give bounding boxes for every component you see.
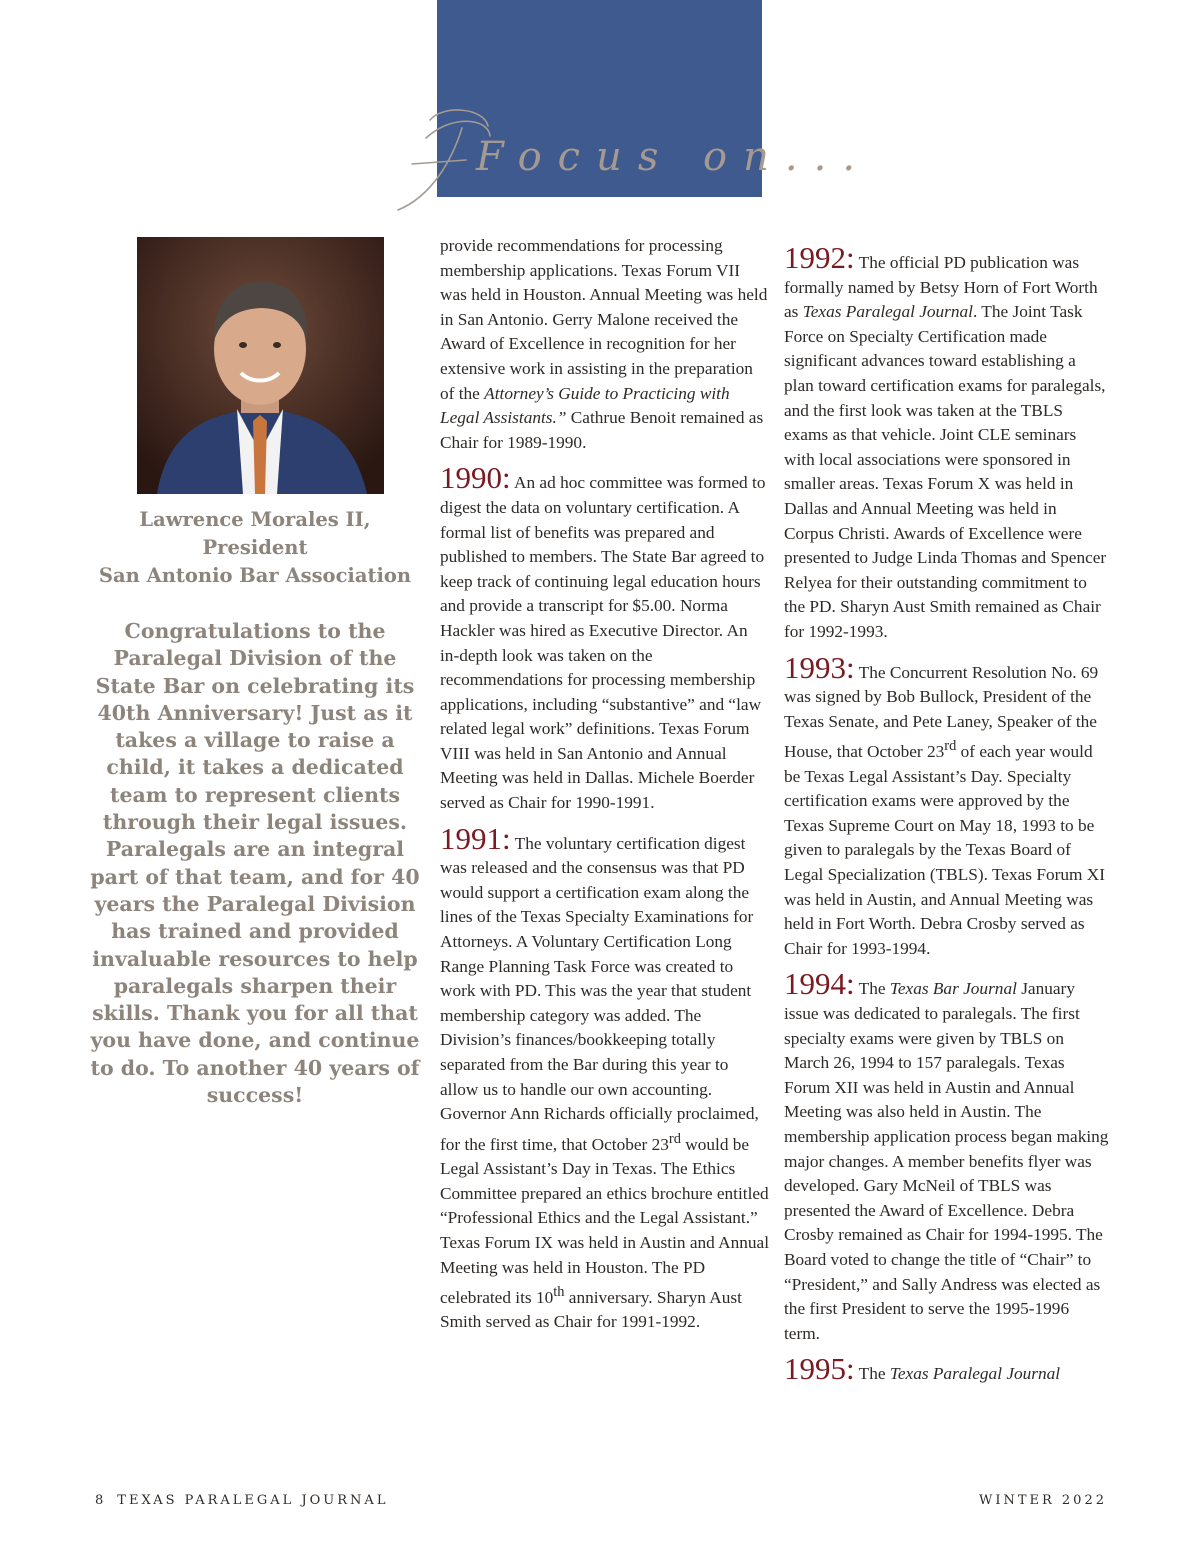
article-column-right [784, 240, 1109, 1398]
year-heading-1993: 1993: [784, 649, 855, 685]
year-heading-1990: 1990: [440, 460, 511, 496]
portrait-photo [137, 237, 384, 494]
year-heading-1994: 1994: [784, 966, 855, 1002]
entry-1994: 1994: The Texas Bar Journal January issue was dedicated to paralegals. The first specialty exams were given by TBLS on March 26, 1994 to 157 paralegals. Texas Forum XII was held in Austin and Annual Meeting was also held in Austin. The membership application process began making major changes. A member benefits flyer was developed. Gary McNeil of TBLS was presented the Award of Excellence. Debra Crosby remained as Chair for 1994-1995. The Board voted to change the title of “Chair” to “President,” and Sally Andress was elected as the first President to serve the 1995-1996 term. [784, 966, 1109, 1343]
focus-on-title [392, 98, 872, 218]
year-heading-1995: 1995: [784, 1351, 855, 1387]
focus-title-text: Focus on... [476, 134, 872, 180]
entry-1995: 1995: The Texas Paralegal Journal [784, 1351, 1061, 1387]
entry-1993: 1993: The Concurrent Resolution No. 69 was signed by Bob Bullock, President of the Texas Senate, and Pete Laney, Speaker of the House, that October 23rd of each year would be Texas Legal Assistant’s Day. Specialty certification exams were approved by the Texas Supreme Court on May 18, 1993 to be given to paralegals by the Texas Board of Legal Specialization (TBLS). Texas Forum XI was held in Austin, and Annual Meeting was held in Fort Worth. Debra Crosby served as Chair for 1993-1994. [784, 649, 1105, 958]
year-heading-1991: 1991: [440, 820, 511, 856]
article-column-middle [440, 234, 770, 1346]
photo-caption [90, 506, 420, 590]
continuation-paragraph: provide recommendations for processing membership applications. Texas Forum VII was held in Houston. Annual Meeting was held in San Antonio. Gerry Malone received the Award of Excellence in recognition for her extensive work in assisting in the preparation of the Attorney’s Guide to Practicing with Legal Assistants.” Cathrue Benoit remained as Chair for 1989-1990. [440, 236, 768, 452]
president-sidebar [90, 506, 420, 1109]
year-heading-1992: 1992: [784, 240, 855, 275]
entry-1991: 1991: The voluntary certification digest was released and the consensus was that PD would support a certification exam along the lines of the Texas Specialty Examinations for Attorneys. A Voluntary Certification Long Range Planning Task Force was created to work with PD. This was the year that student membership category was added. The Division’s finances/bookkeeping totally separated from the Bar during this year to allow us to handle our own accounting. Governor Ann Richards officially proclaimed, for the first time, that October 23rd would be Legal Assistant’s Day in Texas. The Ethics Committee prepared an ethics brochure entitled “Professional Ethics and the Legal Assistant.” Texas Forum IX was held in Austin and Annual Meeting was held in Houston. The PD celebrated its 10th anniversary. Sharyn Aust Smith served as Chair for 1991-1992. [440, 820, 770, 1332]
entry-1990: 1990: An ad hoc committee was formed to digest the data on voluntary certification. A formal list of benefits was prepared and published to members. The State Bar agreed to keep track of continuing legal education hours and provide a transcript for $5.00. Norma Hackler was hired as Executive Director. An in-depth look was taken on the recommendations for processing membership applications, including “substantive” and “law related legal work” definitions. Texas Forum VIII was held in San Antonio and Annual Meeting was held in Dallas. Michele Boerder served as Chair for 1990-1991. [440, 460, 766, 813]
page-number: 8 [95, 1493, 104, 1508]
footer-left [95, 1493, 388, 1508]
guide-title: Attorney’s Guide to Practicing with Legal Assistants.” [440, 383, 730, 428]
publication-name: TEXAS PARALEGAL JOURNAL [117, 1493, 389, 1508]
president-name: Lawrence Morales II, President [139, 508, 371, 559]
association-name: San Antonio Bar Association [98, 564, 412, 587]
congratulations-message: Congratulations to the Paralegal Division of the State Bar on celebrating its 40th Anniversary! Just as it takes a village to raise a child, it takes a dedicated team to represent clients through their legal issues. Paralegals are an integral part of that team, and for 40 years the Paralegal Division has trained and provided invaluable resources to help paralegals sharpen their skills. Thank you for all that you have done, and continue to do. To another 40 years of success! [90, 619, 420, 1108]
issue-label: WINTER 2022 [978, 1493, 1107, 1508]
entry-1992: 1992: The official PD publication was formally named by Betsy Horn of Fort Worth as Texas Paralegal Journal. The Joint Task Force on Specialty Certification made significant advances toward establishing a plan toward certification exams for paralegals, and the first look was taken at the TBLS exams as that vehicle. Joint CLE seminars with local associations were sponsored in smaller areas. Texas Forum X was held in Dallas and Annual Meeting was held in Corpus Christi. Awards of Excellence were presented to Judge Linda Thomas and Spencer Relyea for their outstanding commitment to the PD. Sharyn Aust Smith remained as Chair for 1992-1993. [784, 240, 1107, 641]
